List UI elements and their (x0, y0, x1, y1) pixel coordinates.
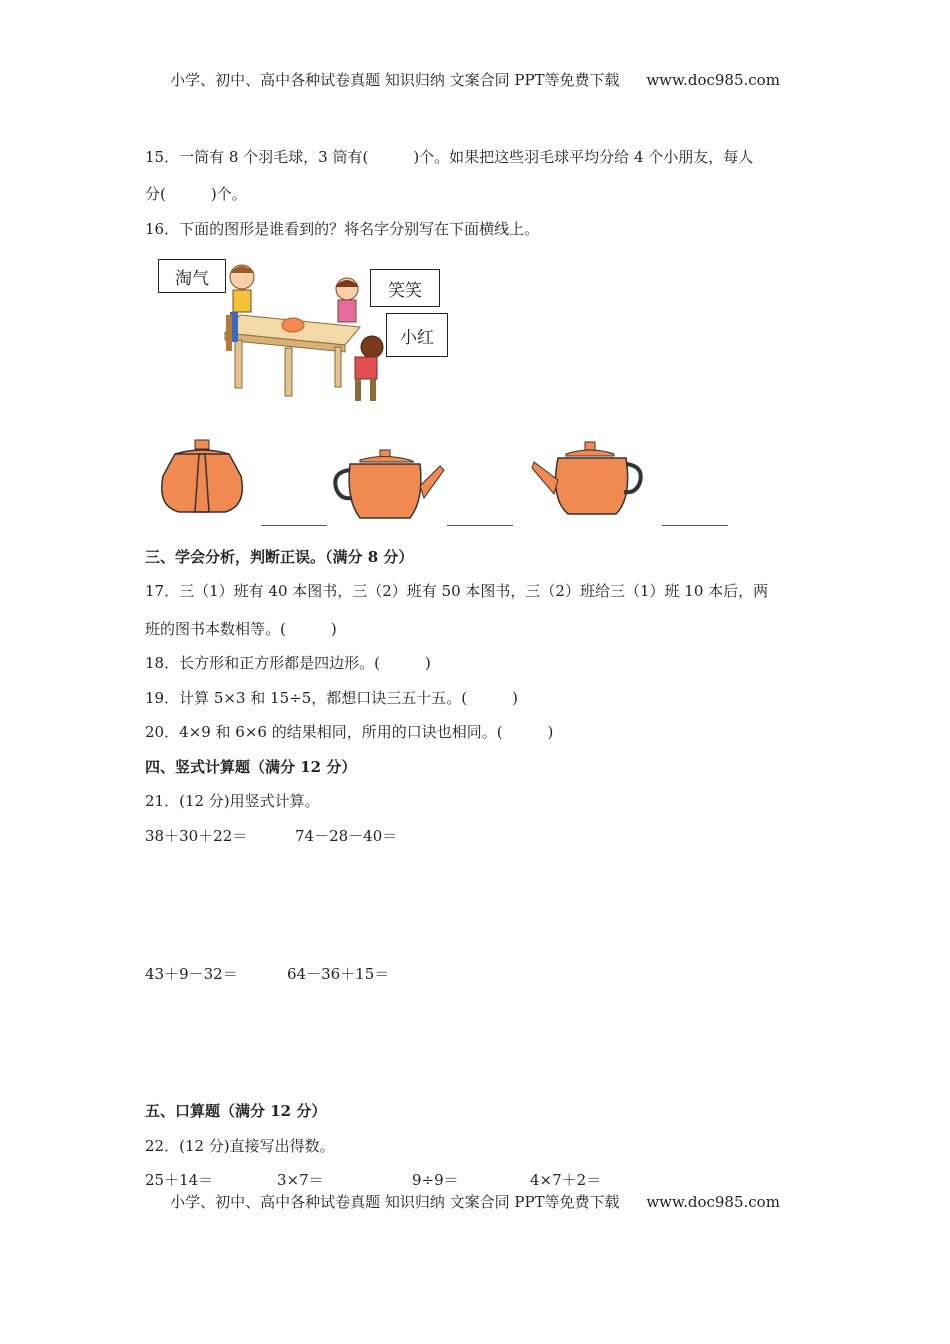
section-4-title: 四、竖式计算题（满分 12 分） (145, 758, 357, 776)
q17-line1: 17．三（1）班有 40 本图书，三（2）班有 50 本图书，三（2）班给三（1）班 10 本后，两 (145, 582, 769, 600)
name-label-xiaoxiao: 笑笑 (370, 269, 440, 307)
q18-text: 18．长方形和正方形都是四边形。( ) (145, 654, 431, 672)
answer-blank-1[interactable] (261, 525, 327, 526)
q22-expr-1: 25＋14＝ (145, 1171, 214, 1189)
q21-expr-2: 74－28－40＝ (295, 827, 398, 845)
q22-expr-4: 4×7＋2＝ (530, 1171, 602, 1189)
footer-text: 小学、初中、高中各种试卷真题 知识归纳 文案合同 PPT等免费下载 (170, 1193, 620, 1211)
name-label-taoqi: 淘气 (158, 259, 226, 293)
header-site: www.doc985.com (646, 71, 780, 89)
q22-expr-2: 3×7＝ (277, 1171, 324, 1189)
q21-expr-1: 38＋30＋22＝ (145, 827, 248, 845)
answer-blank-3[interactable] (662, 525, 728, 526)
q22-expr-3: 9÷9＝ (412, 1171, 459, 1189)
q17-line2: 班的图书本数相等。( ) (145, 620, 337, 638)
name-label-xiaohong: 小红 (386, 313, 448, 357)
q15-line1: 15．一筒有 8 个羽毛球，3 筒有( )个。如果把这些羽毛球平均分给 4 个小朋友，每人 (145, 148, 754, 166)
q21-expr-3: 43＋9－32＝ (145, 965, 238, 983)
section-5-title: 五、口算题（满分 12 分） (145, 1102, 327, 1120)
answer-blank-2[interactable] (447, 525, 513, 526)
q22-text: 22．(12 分)直接写出得数。 (145, 1137, 335, 1155)
q16-text: 16．下面的图形是谁看到的？将名字分别写在下面横线上。 (145, 220, 540, 238)
page-header (0, 69, 950, 90)
q21-text: 21．(12 分)用竖式计算。 (145, 792, 320, 810)
page-footer (0, 1191, 950, 1212)
q19-text: 19．计算 5×3 和 15÷5，都想口诀三五十五。( ) (145, 689, 518, 707)
teapot-side-view-spout-left (528, 440, 648, 520)
section-3-title: 三、学会分析，判断正误。（满分 8 分） (145, 548, 414, 566)
q15-line2: 分( )个。 (145, 185, 247, 203)
q20-text: 20．4×9 和 6×6 的结果相同，所用的口诀也相同。( ) (145, 723, 554, 741)
teapot-front-view (155, 438, 250, 518)
footer-site: www.doc985.com (646, 1193, 780, 1211)
q21-expr-4: 64－36＋15＝ (287, 965, 390, 983)
teapot-side-view-spout-right (328, 448, 448, 523)
header-text: 小学、初中、高中各种试卷真题 知识归纳 文案合同 PPT等免费下载 (170, 71, 620, 89)
